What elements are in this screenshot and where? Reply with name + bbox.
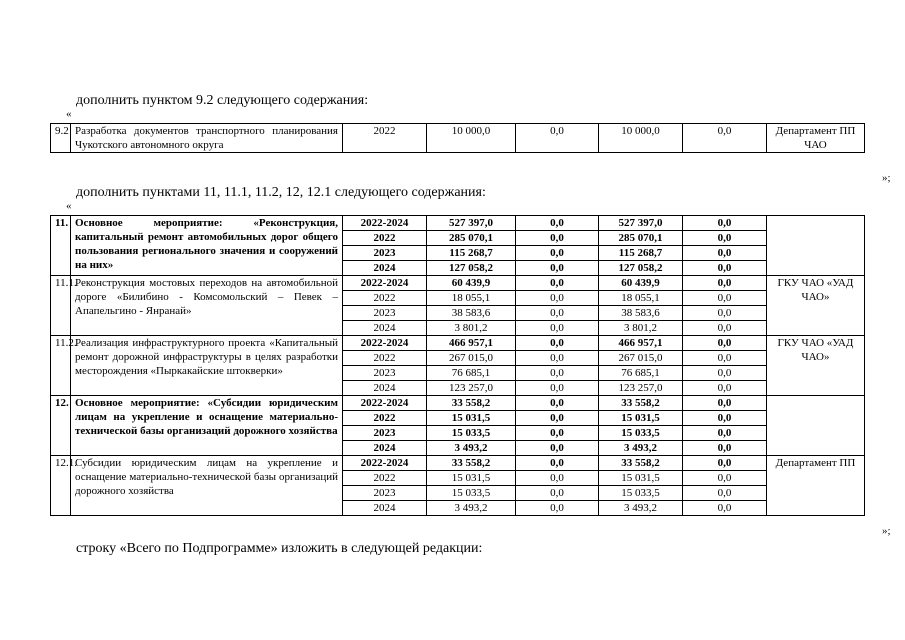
total-cell: 60 439,9 [427, 276, 516, 291]
total-cell: 15 031,5 [427, 471, 516, 486]
year-cell: 2022 [343, 231, 427, 246]
col3-cell: 0,0 [516, 441, 599, 456]
total-cell: 123 257,0 [427, 381, 516, 396]
col4-cell: 33 558,2 [599, 456, 683, 471]
open-quote-1: « [66, 108, 72, 120]
col5-cell: 0,0 [683, 246, 767, 261]
year-cell: 2024 [343, 501, 427, 516]
col3-cell: 0,0 [516, 336, 599, 351]
col3-cell: 0,0 [516, 261, 599, 276]
total-cell: 18 055,1 [427, 291, 516, 306]
row-number: 12. [51, 396, 71, 456]
col3-cell: 0,0 [516, 426, 599, 441]
row-year: 2022 [343, 124, 427, 153]
col3-cell: 0,0 [516, 231, 599, 246]
total-cell: 33 558,2 [427, 396, 516, 411]
col4-cell: 38 583,6 [599, 306, 683, 321]
total-cell: 285 070,1 [427, 231, 516, 246]
row-col3: 0,0 [516, 124, 599, 153]
year-cell: 2022 [343, 411, 427, 426]
total-cell: 527 397,0 [427, 216, 516, 231]
table-row [51, 336, 865, 351]
year-cell: 2023 [343, 246, 427, 261]
year-cell: 2024 [343, 441, 427, 456]
col3-cell: 0,0 [516, 276, 599, 291]
col3-cell: 0,0 [516, 486, 599, 501]
col4-cell: 3 801,2 [599, 321, 683, 336]
col4-cell: 33 558,2 [599, 396, 683, 411]
col4-cell: 466 957,1 [599, 336, 683, 351]
col4-cell: 15 031,5 [599, 471, 683, 486]
row-organization: Департамент ПП [767, 456, 865, 516]
year-cell: 2024 [343, 381, 427, 396]
year-cell: 2024 [343, 321, 427, 336]
year-cell: 2022 [343, 471, 427, 486]
col5-cell: 0,0 [683, 441, 767, 456]
total-cell: 3 493,2 [427, 501, 516, 516]
row-col4: 10 000,0 [599, 124, 683, 153]
total-cell: 3 493,2 [427, 441, 516, 456]
year-cell: 2024 [343, 261, 427, 276]
year-cell: 2022-2024 [343, 216, 427, 231]
col4-cell: 3 493,2 [599, 441, 683, 456]
year-cell: 2023 [343, 486, 427, 501]
col5-cell: 0,0 [683, 396, 767, 411]
table-row [51, 216, 865, 231]
col4-cell: 76 685,1 [599, 366, 683, 381]
col3-cell: 0,0 [516, 216, 599, 231]
col4-cell: 127 058,2 [599, 261, 683, 276]
col5-cell: 0,0 [683, 486, 767, 501]
close-quote-2: »; [882, 525, 891, 537]
col3-cell: 0,0 [516, 396, 599, 411]
col5-cell: 0,0 [683, 456, 767, 471]
year-cell: 2022-2024 [343, 336, 427, 351]
col5-cell: 0,0 [683, 426, 767, 441]
col5-cell: 0,0 [683, 291, 767, 306]
col5-cell: 0,0 [683, 366, 767, 381]
col3-cell: 0,0 [516, 351, 599, 366]
col3-cell: 0,0 [516, 306, 599, 321]
col5-cell: 0,0 [683, 336, 767, 351]
col4-cell: 18 055,1 [599, 291, 683, 306]
table-items-11-12 [50, 215, 865, 516]
total-cell: 15 033,5 [427, 486, 516, 501]
row-description: Реконструкция мостовых переходов на автомобильной дороге «Билибино - Комсомольский – Певек – Апапельгино - Янранай» [71, 276, 343, 336]
table-row [51, 396, 865, 411]
col4-cell: 285 070,1 [599, 231, 683, 246]
row-number: 11.2. [51, 336, 71, 396]
close-quote-1: »; [882, 172, 891, 184]
table-row [51, 276, 865, 291]
col4-cell: 15 031,5 [599, 411, 683, 426]
row-description: Субсидии юридическим лицам на укрепление и оснащение материально-технической базы организаций дорожного хозяйства [71, 456, 343, 516]
col3-cell: 0,0 [516, 366, 599, 381]
total-cell: 15 031,5 [427, 411, 516, 426]
col3-cell: 0,0 [516, 246, 599, 261]
row-description: Разработка документов транспортного планирования Чукотского автономного округа [71, 124, 343, 153]
table-item-9-2 [50, 123, 865, 153]
row-organization: Департамент ПП ЧАО [767, 124, 865, 153]
row-col5: 0,0 [683, 124, 767, 153]
col4-cell: 123 257,0 [599, 381, 683, 396]
col4-cell: 15 033,5 [599, 486, 683, 501]
row-organization [767, 216, 865, 276]
instruction-paragraph-2: дополнить пунктами 11, 11.1, 11.2, 12, 12.1 следующего содержания: [76, 185, 486, 200]
col3-cell: 0,0 [516, 381, 599, 396]
total-cell: 33 558,2 [427, 456, 516, 471]
row-description: Реализация инфраструктурного проекта «Капитальный ремонт дорожной инфраструктуры в целях разработки месторождения «Пыркакайские штокверки» [71, 336, 343, 396]
total-cell: 38 583,6 [427, 306, 516, 321]
col4-cell: 3 493,2 [599, 501, 683, 516]
col5-cell: 0,0 [683, 276, 767, 291]
col4-cell: 527 397,0 [599, 216, 683, 231]
col3-cell: 0,0 [516, 321, 599, 336]
col5-cell: 0,0 [683, 231, 767, 246]
table-row [51, 124, 865, 153]
total-cell: 466 957,1 [427, 336, 516, 351]
col3-cell: 0,0 [516, 456, 599, 471]
row-organization: ГКУ ЧАО «УАД ЧАО» [767, 336, 865, 396]
year-cell: 2023 [343, 306, 427, 321]
col5-cell: 0,0 [683, 306, 767, 321]
col3-cell: 0,0 [516, 411, 599, 426]
total-cell: 3 801,2 [427, 321, 516, 336]
year-cell: 2022 [343, 291, 427, 306]
col5-cell: 0,0 [683, 261, 767, 276]
col5-cell: 0,0 [683, 351, 767, 366]
row-organization [767, 396, 865, 456]
year-cell: 2023 [343, 366, 427, 381]
row-description: Основное мероприятие: «Субсидии юридическим лицам на укрепление и оснащение материально-технической базы организаций дорожного хозяйства [71, 396, 343, 456]
col4-cell: 15 033,5 [599, 426, 683, 441]
total-cell: 267 015,0 [427, 351, 516, 366]
col4-cell: 267 015,0 [599, 351, 683, 366]
year-cell: 2022-2024 [343, 396, 427, 411]
year-cell: 2022 [343, 351, 427, 366]
total-cell: 15 033,5 [427, 426, 516, 441]
col5-cell: 0,0 [683, 216, 767, 231]
row-number: 11. [51, 216, 71, 276]
col5-cell: 0,0 [683, 411, 767, 426]
row-number: 12.1. [51, 456, 71, 516]
total-cell: 76 685,1 [427, 366, 516, 381]
col5-cell: 0,0 [683, 381, 767, 396]
table-row [51, 456, 865, 471]
col3-cell: 0,0 [516, 471, 599, 486]
col5-cell: 0,0 [683, 321, 767, 336]
instruction-paragraph-3: строку «Всего по Подпрограмме» изложить в следующей редакции: [76, 541, 483, 556]
total-cell: 127 058,2 [427, 261, 516, 276]
col3-cell: 0,0 [516, 291, 599, 306]
year-cell: 2022-2024 [343, 456, 427, 471]
instruction-paragraph-1: дополнить пунктом 9.2 следующего содержания: [76, 93, 369, 108]
row-organization: ГКУ ЧАО «УАД ЧАО» [767, 276, 865, 336]
col4-cell: 60 439,9 [599, 276, 683, 291]
total-cell: 115 268,7 [427, 246, 516, 261]
row-description: Основное мероприятие: «Реконструкция, капитальный ремонт автомобильных дорог общего пользования регионального значения и сооружений на них» [71, 216, 343, 276]
row-number: 9.2 [51, 124, 71, 153]
row-total: 10 000,0 [427, 124, 516, 153]
row-number: 11.1. [51, 276, 71, 336]
col3-cell: 0,0 [516, 501, 599, 516]
col5-cell: 0,0 [683, 501, 767, 516]
year-cell: 2023 [343, 426, 427, 441]
col4-cell: 115 268,7 [599, 246, 683, 261]
open-quote-2: « [66, 200, 72, 212]
col5-cell: 0,0 [683, 471, 767, 486]
year-cell: 2022-2024 [343, 276, 427, 291]
